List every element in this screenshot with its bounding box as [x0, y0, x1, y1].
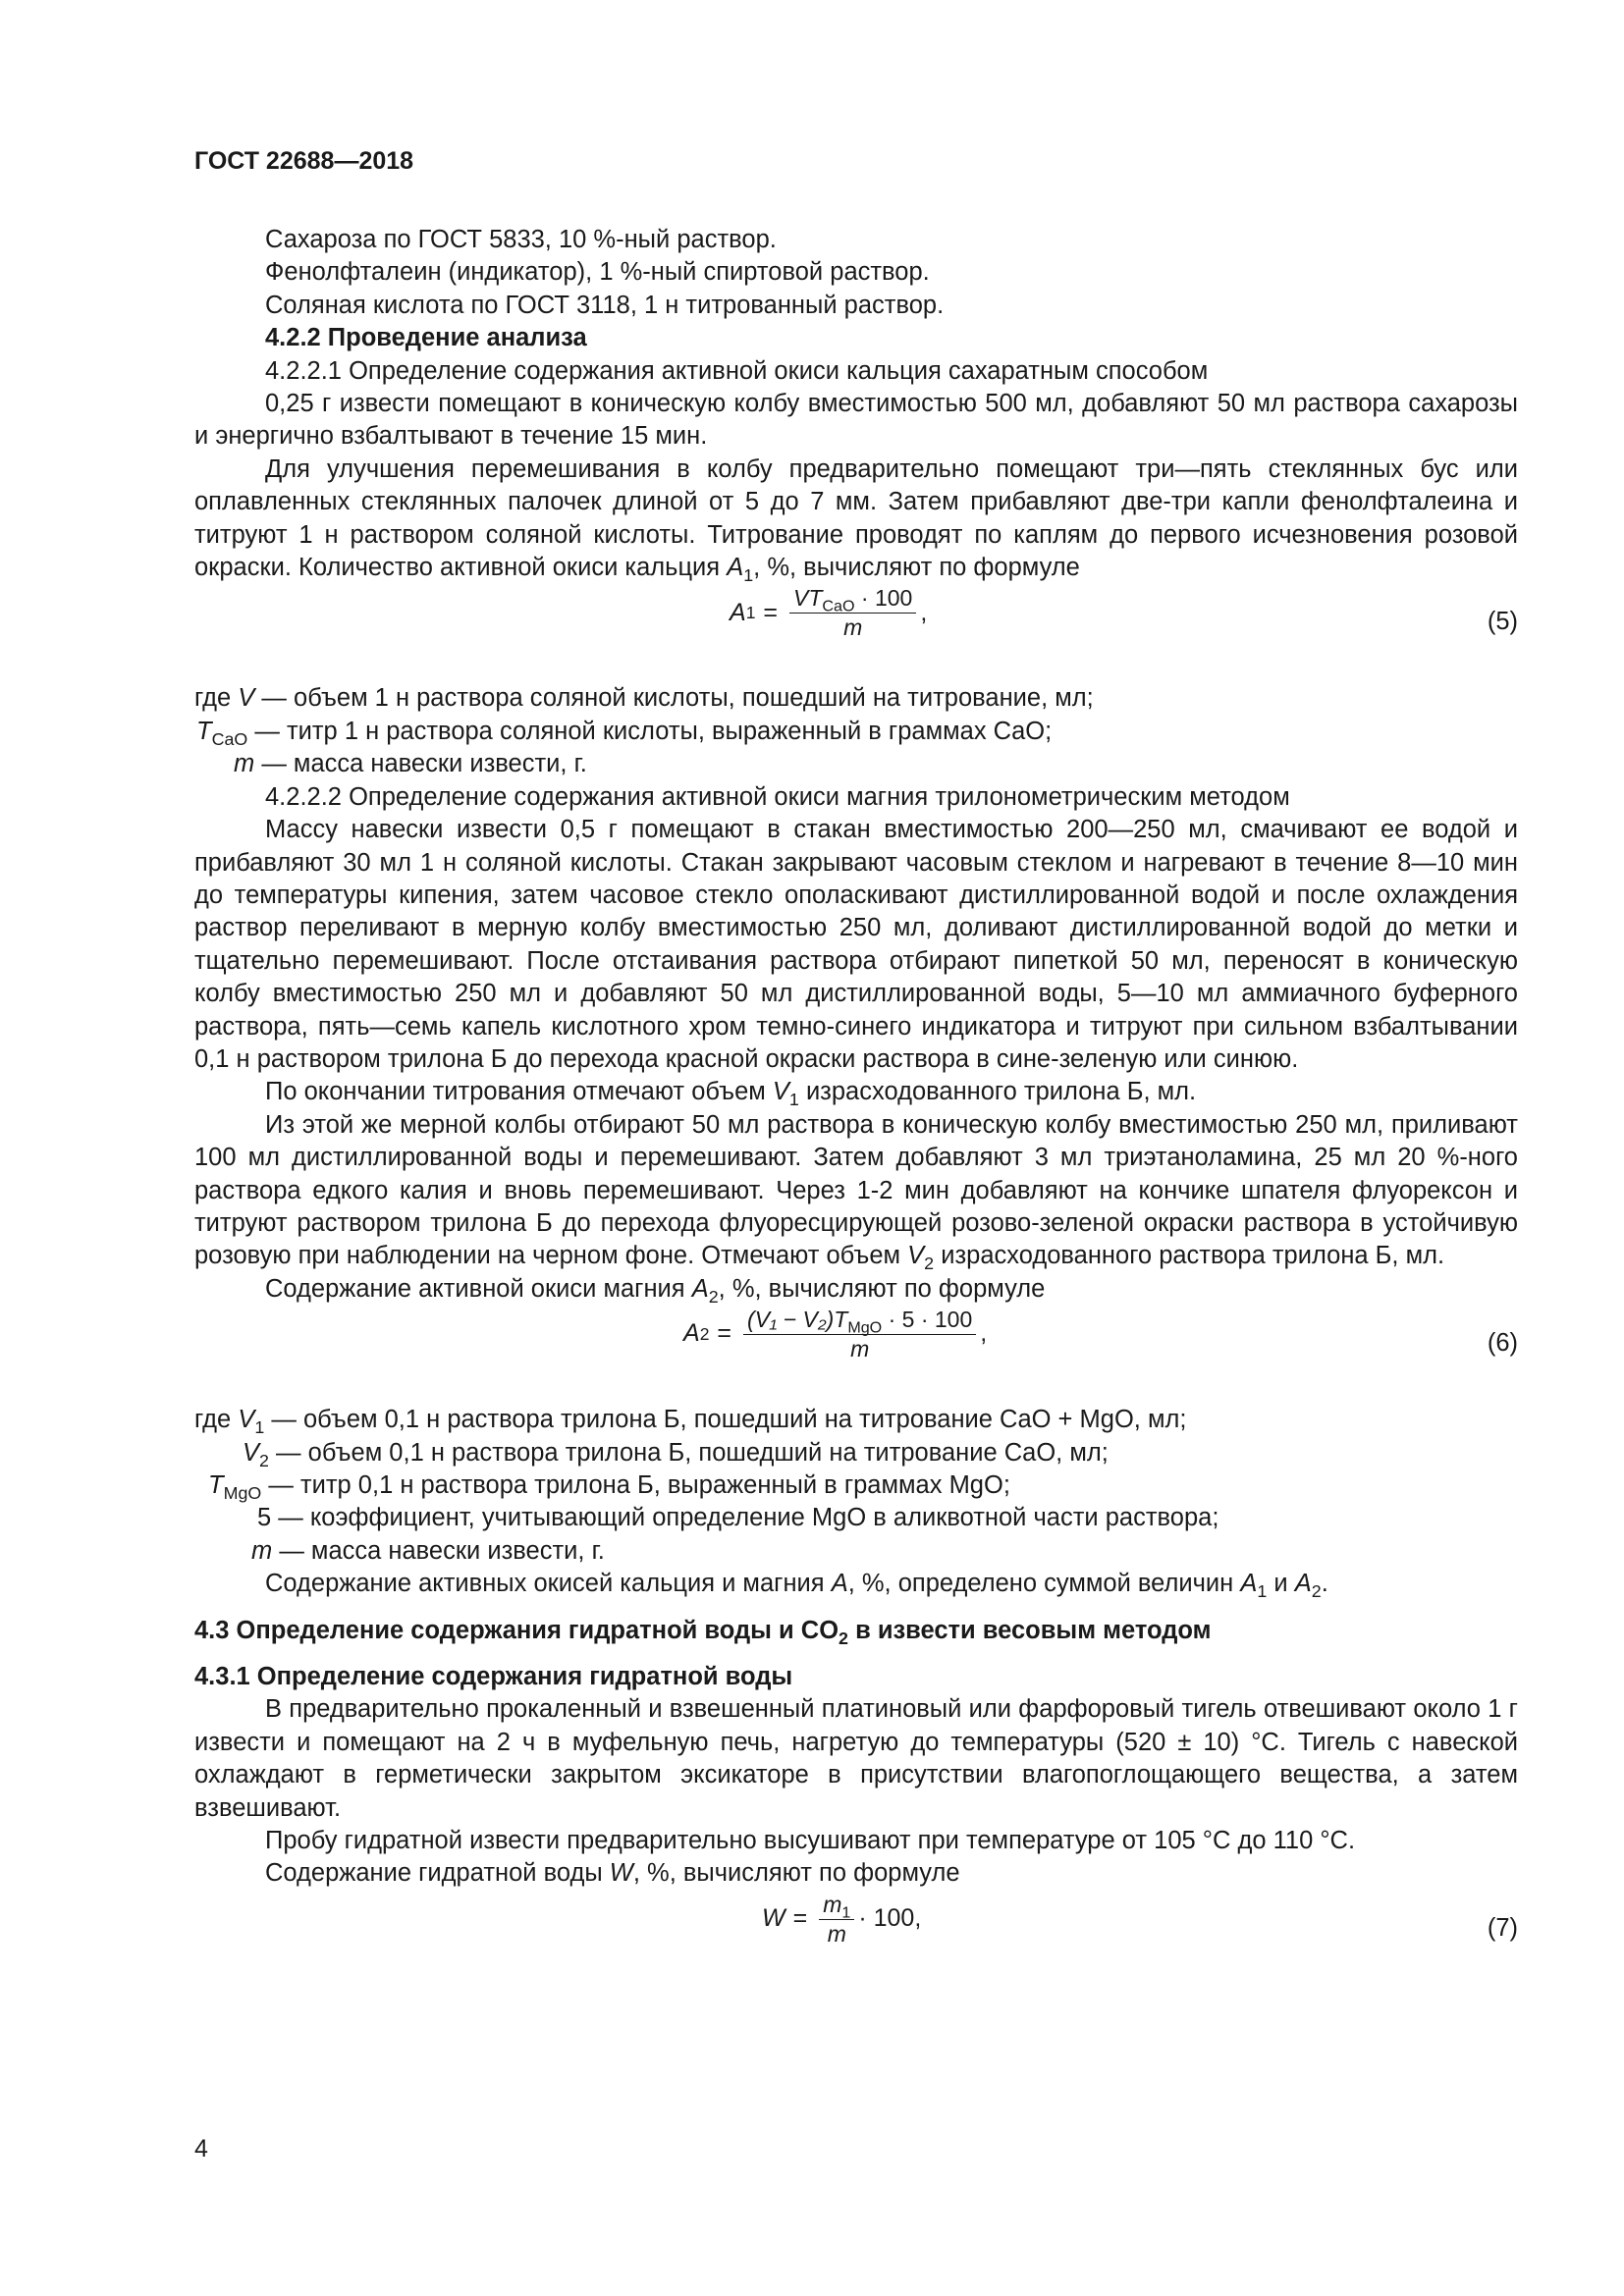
- formula-7-fraction: $\frac{m_1}{m}$: [819, 1891, 854, 1948]
- reagent-line: Фенолфталеин (индикатор), 1 %-ный спиртовой раствор.: [265, 258, 930, 287]
- formula-6-fraction: $\frac{(V_1 - V_2)T_{MgO} \cdot 5 \cdot 100}{m}$: [743, 1306, 976, 1362]
- paragraph: Содержание активных окисей кальция и магния A, %, определено суммой величин $A_1$ и $A_2$.: [265, 1570, 1328, 1602]
- paragraph: В предварительно прокаленный и взвешенный платиновый или фарфоровый тигель отвешивают около 1 г извести и помещают на 2 ч в муфельную печь, нагретую до температуры (520 ± 10) °С. Тигель с навеской охлаждают в герметически закрытом эксикаторе в присутствии влагопоглощающего вещества, а затем взвешивают.: [194, 1695, 1518, 1822]
- formula-5-expression: A 1 = $\frac{VT_{CaO} \cdot 100}{m}$ ,: [730, 585, 928, 641]
- formula-6: [194, 1306, 1518, 1404]
- section-heading-4-3-1: 4.3.1 Определение содержания гидратной воды: [194, 1663, 793, 1691]
- formula-number: (7): [1487, 1913, 1518, 1942]
- where-list-6: [194, 1404, 1518, 1568]
- page-number: 4: [194, 2135, 208, 2163]
- where-item: где $V_1$ — объем 0,1 н раствора трилона Б, пошедший на титрование CaO + MgO, мл;: [194, 1406, 1187, 1438]
- subsection-title-4-2-2-1: 4.2.2.1 Определение содержания активной окиси кальция сахаратным способом: [265, 356, 1209, 385]
- paragraph: Из этой же мерной колбы отбирают 50 мл раствора в коническую колбу вместимостью 250 мл, приливают 100 мл дистиллированной воды и перемешивают. Затем добавляют 3 мл триэтаноламина, 25 мл 20 %-ного раствора едкого калия и вновь перемешивают. Через 1-2 мин добавляют на кончике шпателя флуорексон и титруют раствором трилона Б до перехода флуоресцирующей розово-зеленой окраски раствора в устойчивую розовую при наблюдении на черном фоне. Отмечают объем $V_2$ израсходованного раствора трилона Б, мл.: [194, 1110, 1518, 1274]
- where-item: $T_{CaO}$ — титр 1 н раствора соляной кислоты, выраженный в граммах CaO;: [196, 717, 1053, 750]
- formula-7: [194, 1891, 1518, 1989]
- where-item: 5 — коэффициент, учитывающий определение MgO в аликвотной части раствора;: [257, 1504, 1219, 1532]
- paragraph: По окончании титрования отмечают объем $V_1$ израсходованного трилона Б, мл.: [265, 1078, 1197, 1110]
- where-item: $V_2$ — объем 0,1 н раствора трилона Б, пошедший на титрование CaO, мл;: [243, 1438, 1109, 1470]
- reagent-line: Сахароза по ГОСТ 5833, 10 %-ный раствор.: [265, 226, 777, 253]
- where-item: m — масса навески извести, г.: [251, 1536, 605, 1565]
- where-item: $T_{MgO}$ — титр 0,1 н раствора трилона Б, выраженный в граммах MgO;: [208, 1471, 1010, 1504]
- paragraph: Содержание гидратной воды W, %, вычисляют по формуле: [265, 1859, 960, 1888]
- reagent-line: Соляная кислота по ГОСТ 3118, 1 н титрованный раствор.: [265, 291, 945, 319]
- paragraph: Для улучшения перемешивания в колбу предварительно помещают три—пять стеклянных бус или оплавленных стеклянных палочек длиной от 5 до 7 мм. Затем прибавляют две-три капли фенолфталеина и титруют 1 н раствором соляной кислоты. Титрование проводят по каплям до первого исчезновения розовой окраски. Количество активной окиси кальция $A_1$, %, вычисляют по формуле: [194, 454, 1518, 586]
- paragraph: 0,25 г извести помещают в коническую колбу вместимостью 500 мл, добавляют 50 мл раствора сахарозы и энергично взбалтывают в течение 15 мин.: [194, 390, 1518, 451]
- where-item: где V — объем 1 н раствора соляной кислоты, пошедший на титрование, мл;: [194, 684, 1094, 713]
- where-list-5: [194, 682, 1518, 780]
- formula-number: (5): [1487, 608, 1518, 636]
- formula-5-fraction: $\frac{VT_{CaO} \cdot 100}{m}$: [789, 584, 916, 641]
- paragraph: Содержание активной окиси магния $A_2$, %, вычисляют по формуле: [265, 1274, 1046, 1308]
- formula-number: (6): [1487, 1329, 1518, 1358]
- page-header: ГОСТ 22688—2018: [194, 147, 414, 175]
- section-heading-4-3: 4.3 Определение содержания гидратной воды и $CO_2$ в извести весовым методом: [194, 1616, 1212, 1648]
- formula-5: [194, 584, 1518, 682]
- paragraph: Пробу гидратной извести предварительно высушивают при температуре от 105 °С до 110 °С.: [265, 1827, 1356, 1855]
- formula-6-expression: A 2 = $\frac{(V_1 - V_2)T_{MgO} \cdot 5 \cdot 100}{m}$ ,: [683, 1307, 988, 1362]
- section-heading-4-2-2: 4.2.2 Проведение анализа: [265, 324, 587, 352]
- paragraph: Массу навески извести 0,5 г помещают в стакан вместимостью 200—250 мл, смачивают ее водой и прибавляют 30 мл 1 н соляной кислоты. Стакан закрывают часовым стеклом и нагревают в течение 8—10 мин до температуры кипения, затем часовое стекло ополаскивают дистиллированной водой и после охлаждения раствор переливают в мерную колбу вместимостью 250 мл, доливают дистиллированной водой до метки и тщательно перемешивают. После отстаивания раствора отбирают пипеткой 50 мл, переносят в коническую колбу вместимостью 250 мл и добавляют 50 мл дистиллированной воды, 5—10 мл аммиачного буферного раствора, пять—семь капель кислотного хром темно-синего индикатора и титруют при сильном взбалтывании 0,1 н раствором трилона Б до перехода красной окраски раствора в сине-зеленую или синюю.: [194, 816, 1518, 1073]
- page-content: [194, 224, 1518, 1989]
- where-item: m — масса навески извести, г.: [234, 750, 587, 778]
- formula-7-expression: W = $\frac{m_1}{m}$ · 100,: [762, 1891, 922, 1947]
- subsection-title-4-2-2-2: 4.2.2.2 Определение содержания активной окиси магния трилонометрическим методом: [265, 782, 1290, 811]
